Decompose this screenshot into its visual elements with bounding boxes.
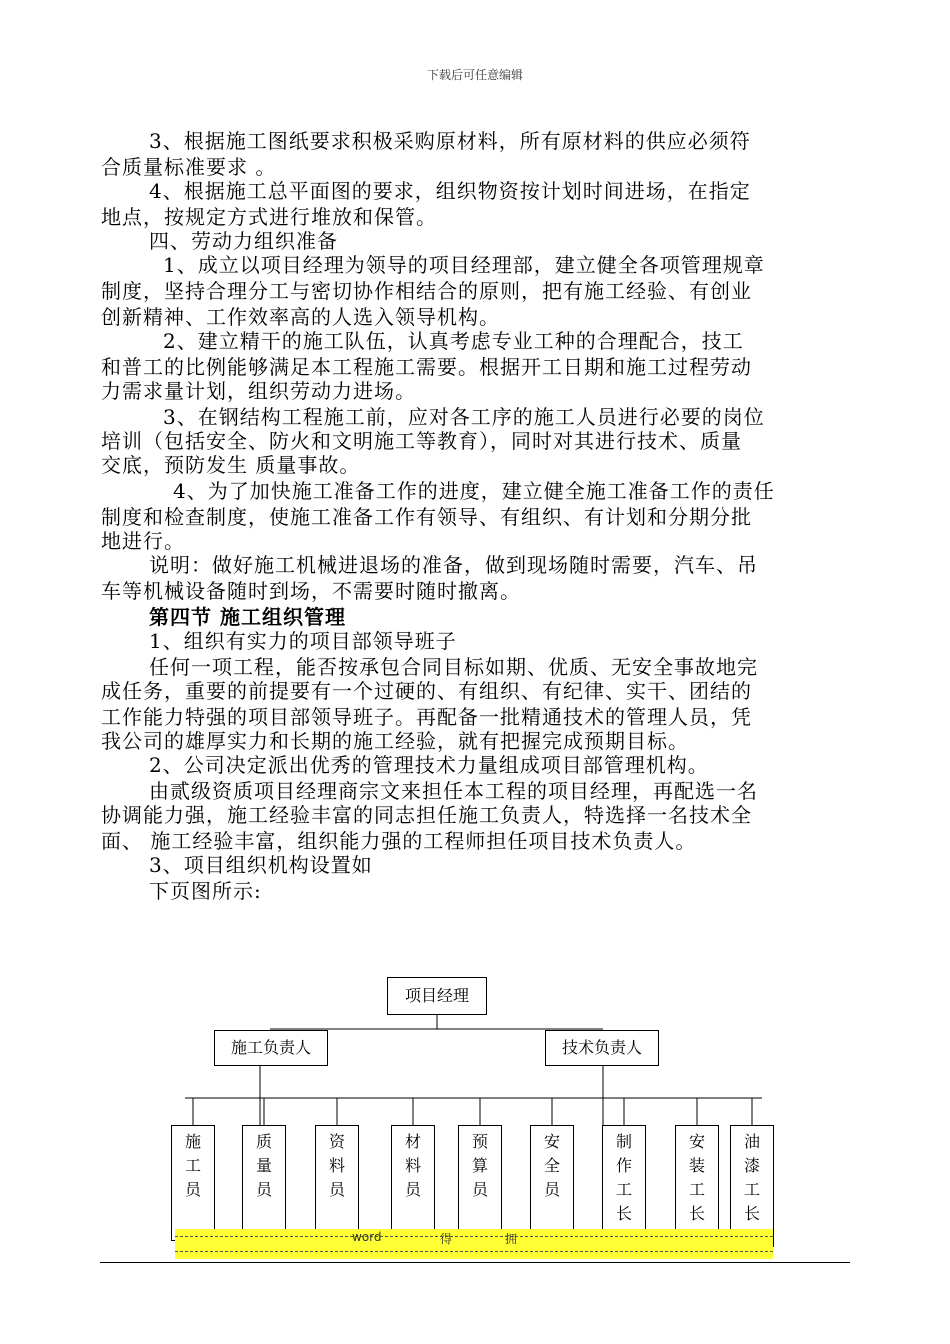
footer-de: 得: [440, 1232, 453, 1246]
footer-word: word: [352, 1230, 382, 1244]
text-line: 3、根据施工图纸要求积极采购原材料，所有原材料的供应必须符: [149, 129, 751, 153]
org-member-label: 安全员: [544, 1132, 561, 1199]
org-construction-lead-label: 施工负责人: [230, 1038, 311, 1057]
footer-yong: 拥: [505, 1232, 518, 1246]
text-line: 1、成立以项目经理为领导的项目经理部，建立健全各项管理规章: [163, 253, 765, 277]
footer-dash-top: [175, 1236, 773, 1237]
org-member-box: [171, 1125, 215, 1241]
text-line: 任何一项工程，能否按承包合同目标如期、优质、无安全事故地完: [149, 655, 758, 679]
text-line: 和普工的比例能够满足本工程施工需要。根据开工日期和施工过程劳动: [101, 355, 752, 379]
org-technical-lead-label: 技术负责人: [561, 1038, 642, 1057]
text-line: 4、为了加快施工准备工作的进度，建立健全施工准备工作的责任: [173, 479, 775, 503]
org-project-manager: [387, 977, 487, 1015]
org-technical-lead: [545, 1030, 659, 1066]
org-construction-lead: [214, 1030, 328, 1066]
text-line: 创新精神、工作效率高的人选入领导机构。: [101, 305, 500, 329]
footer-highlight: [175, 1229, 773, 1259]
text-line: 由贰级资质项目经理商宗文来担任本工程的项目经理，再配选一名: [149, 779, 758, 803]
text-line: 制度和检查制度，使施工准备工作有领导、有组织、有计划和分期分批: [101, 505, 752, 529]
text-line: 下页图所示:: [149, 879, 262, 903]
org-member-label: 安装工长: [689, 1132, 706, 1223]
org-member-box: [530, 1125, 574, 1241]
text-line: 3、在钢结构工程施工前，应对各工序的施工人员进行必要的岗位: [163, 405, 765, 429]
text-line: 交底，预防发生 质量事故。: [101, 453, 361, 477]
org-member-label: 施工员: [185, 1132, 202, 1199]
text-line: 制度，坚持合理分工与密切协作相结合的原则，把有施工经验、有创业: [101, 279, 752, 303]
org-member-label: 油漆工长: [744, 1132, 761, 1223]
org-member-label: 质量员: [256, 1132, 273, 1199]
text-line: 成任务，重要的前提要有一个过硬的、有组织、有纪律、实干、团结的: [101, 679, 752, 703]
org-member-box: [391, 1125, 435, 1241]
text-line: 2、建立精干的施工队伍，认真考虑专业工种的合理配合，技工: [163, 329, 744, 353]
text-line: 1、组织有实力的项目部领导班子: [149, 629, 457, 653]
text-line: 面、 施工经验丰富，组织能力强的工程师担任项目技术负责人。: [101, 829, 697, 853]
org-member-label: 预算员: [472, 1132, 489, 1199]
text-line: 车等机械设备随时到场，不需要时随时撤离。: [101, 579, 521, 603]
page-header: 下载后可任意编辑: [426, 68, 523, 82]
text-line: 说明：做好施工机械进退场的准备，做到现场随时需要，汽车、吊: [149, 553, 758, 577]
text-line: 协调能力强，施工经验丰富的同志担任施工负责人，特选择一名技术全: [101, 803, 752, 827]
text-line: 2、公司决定派出优秀的管理技术力量组成项目部管理机构。: [149, 753, 709, 777]
text-line: 工作能力特强的项目部领导班子。再配备一批精通技术的管理人员，凭: [101, 705, 752, 729]
org-member-box: [458, 1125, 502, 1241]
text-line: 培训（包括安全、防火和文明施工等教育），同时对其进行技术、质量: [101, 429, 742, 453]
text-line: 合质量标准要求 。: [101, 155, 277, 179]
section-heading: 第四节 施工组织管理: [149, 605, 346, 629]
org-member-box: [242, 1125, 286, 1241]
bottom-rule: [100, 1262, 850, 1263]
text-line: 3、项目组织机构设置如: [149, 853, 373, 877]
text-line: 地点，按规定方式进行堆放和保管。: [101, 205, 437, 229]
text-line: 地进行。: [101, 529, 185, 553]
text-line: 我公司的雄厚实力和长期的施工经验，就有把握完成预期目标。: [101, 729, 689, 753]
text-line: 力需求量计划，组织劳动力进场。: [101, 379, 416, 403]
text-line: 4、根据施工总平面图的要求，组织物资按计划时间进场，在指定: [149, 179, 751, 203]
text-line: 四、劳动力组织准备: [149, 229, 338, 253]
org-member-box: [315, 1125, 359, 1241]
footer-dash-bottom: [175, 1251, 773, 1252]
org-member-label: 材料员: [405, 1132, 422, 1199]
org-member-label: 制作工长: [616, 1132, 633, 1223]
org-project-manager-label: 项目经理: [404, 986, 469, 1005]
org-member-label: 资料员: [329, 1132, 346, 1199]
